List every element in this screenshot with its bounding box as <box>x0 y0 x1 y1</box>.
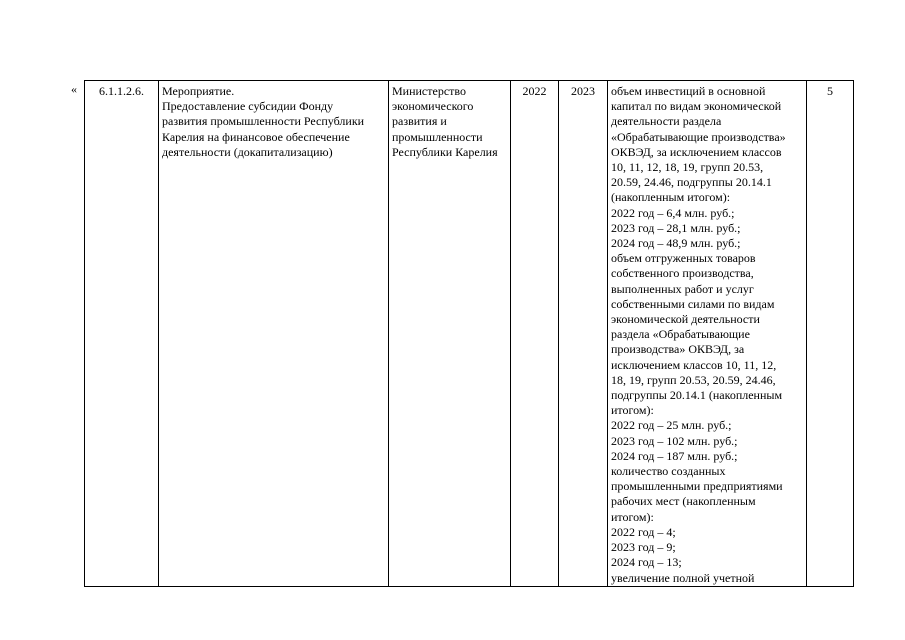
indicator-line: итогом): <box>611 403 654 418</box>
activity-name-line: развития промышленности Республики <box>162 114 365 129</box>
table-row <box>85 81 854 587</box>
indicator-line: 18, 19, групп 20.53, 20.59, 24.46, <box>611 372 776 387</box>
indicator-line: раздела «Обрабатывающие <box>611 327 750 342</box>
opening-quote-mark: « <box>71 82 77 96</box>
indicator-line: 2023 год – 102 млн. руб.; <box>611 433 738 448</box>
executor-line: Министерство <box>392 84 466 98</box>
executor-line: экономического <box>392 99 474 114</box>
start-year: 2022 <box>522 84 547 98</box>
indicator-line: выполненных работ и услуг <box>611 281 754 296</box>
executor-line: Республики Карелия <box>392 144 498 159</box>
indicator-line: увеличение полной учетной <box>611 570 755 585</box>
indicator-line: рабочих мест (накопленным <box>611 494 756 509</box>
end-year: 2023 <box>571 84 595 98</box>
indicator-line: исключением классов 10, 11, 12, <box>611 357 777 372</box>
activity-number-cell <box>85 81 159 587</box>
indicator-line: 20.59, 24.46, подгруппы 20.14.1 <box>611 175 772 190</box>
activity-name-line: деятельности (докапитализацию) <box>162 144 333 159</box>
indicator-line: 2023 год – 28,1 млн. руб.; <box>611 220 741 235</box>
activity-name-line: Предоставление субсидии Фонду <box>162 99 334 114</box>
indicator-line: (накопленным итогом): <box>611 190 731 205</box>
indicator-line: производства» ОКВЭД, за <box>611 342 745 357</box>
indicator-line: количество созданных <box>611 464 726 479</box>
indicator-line: промышленными предприятиями <box>611 479 783 494</box>
activity-name-line: Карелия на финансовое обеспечение <box>162 129 350 144</box>
indicator-line: деятельности раздела <box>611 114 722 129</box>
program-activities-table <box>84 80 854 587</box>
activity-name-line: Мероприятие. <box>162 84 235 98</box>
executor-line: развития и <box>392 114 447 129</box>
indicators-cell <box>608 81 807 587</box>
indicator-line: ОКВЭД, за исключением классов <box>611 144 782 159</box>
executor-cell <box>389 81 511 587</box>
indicator-line: 10, 11, 12, 18, 19, групп 20.53, <box>611 160 764 175</box>
indicator-line: экономической деятельности <box>611 312 760 327</box>
indicator-line: 2022 год – 25 млн. руб.; <box>611 418 732 433</box>
start-year-cell <box>511 81 559 587</box>
end-year-cell <box>559 81 608 587</box>
indicator-line: 2022 год – 6,4 млн. руб.; <box>611 205 735 220</box>
indicator-line: 2024 год – 48,9 млн. руб.; <box>611 236 741 251</box>
indicator-line: подгруппы 20.14.1 (накопленным <box>611 388 783 403</box>
indicator-line: «Обрабатывающие производства» <box>611 129 786 144</box>
indicator-line: объем инвестиций в основной <box>611 84 766 98</box>
activity-name-cell <box>159 81 389 587</box>
indicator-line: 2022 год – 4; <box>611 524 676 539</box>
indicator-line: собственными силами по видам <box>611 296 775 311</box>
link-number-cell <box>807 81 854 587</box>
executor-line: промышленности <box>392 129 483 144</box>
indicator-line: итогом): <box>611 509 654 524</box>
indicator-line: капитал по видам экономической <box>611 99 782 114</box>
indicator-line: 2024 год – 187 млн. руб.; <box>611 448 738 463</box>
indicator-line: собственного производства, <box>611 266 754 281</box>
indicator-line: 2023 год – 9; <box>611 540 676 555</box>
activity-number: 6.1.1.2.6. <box>99 84 144 98</box>
indicator-line: объем отгруженных товаров <box>611 251 756 266</box>
link-number: 5 <box>827 84 833 98</box>
indicator-line: 2024 год – 13; <box>611 555 682 570</box>
